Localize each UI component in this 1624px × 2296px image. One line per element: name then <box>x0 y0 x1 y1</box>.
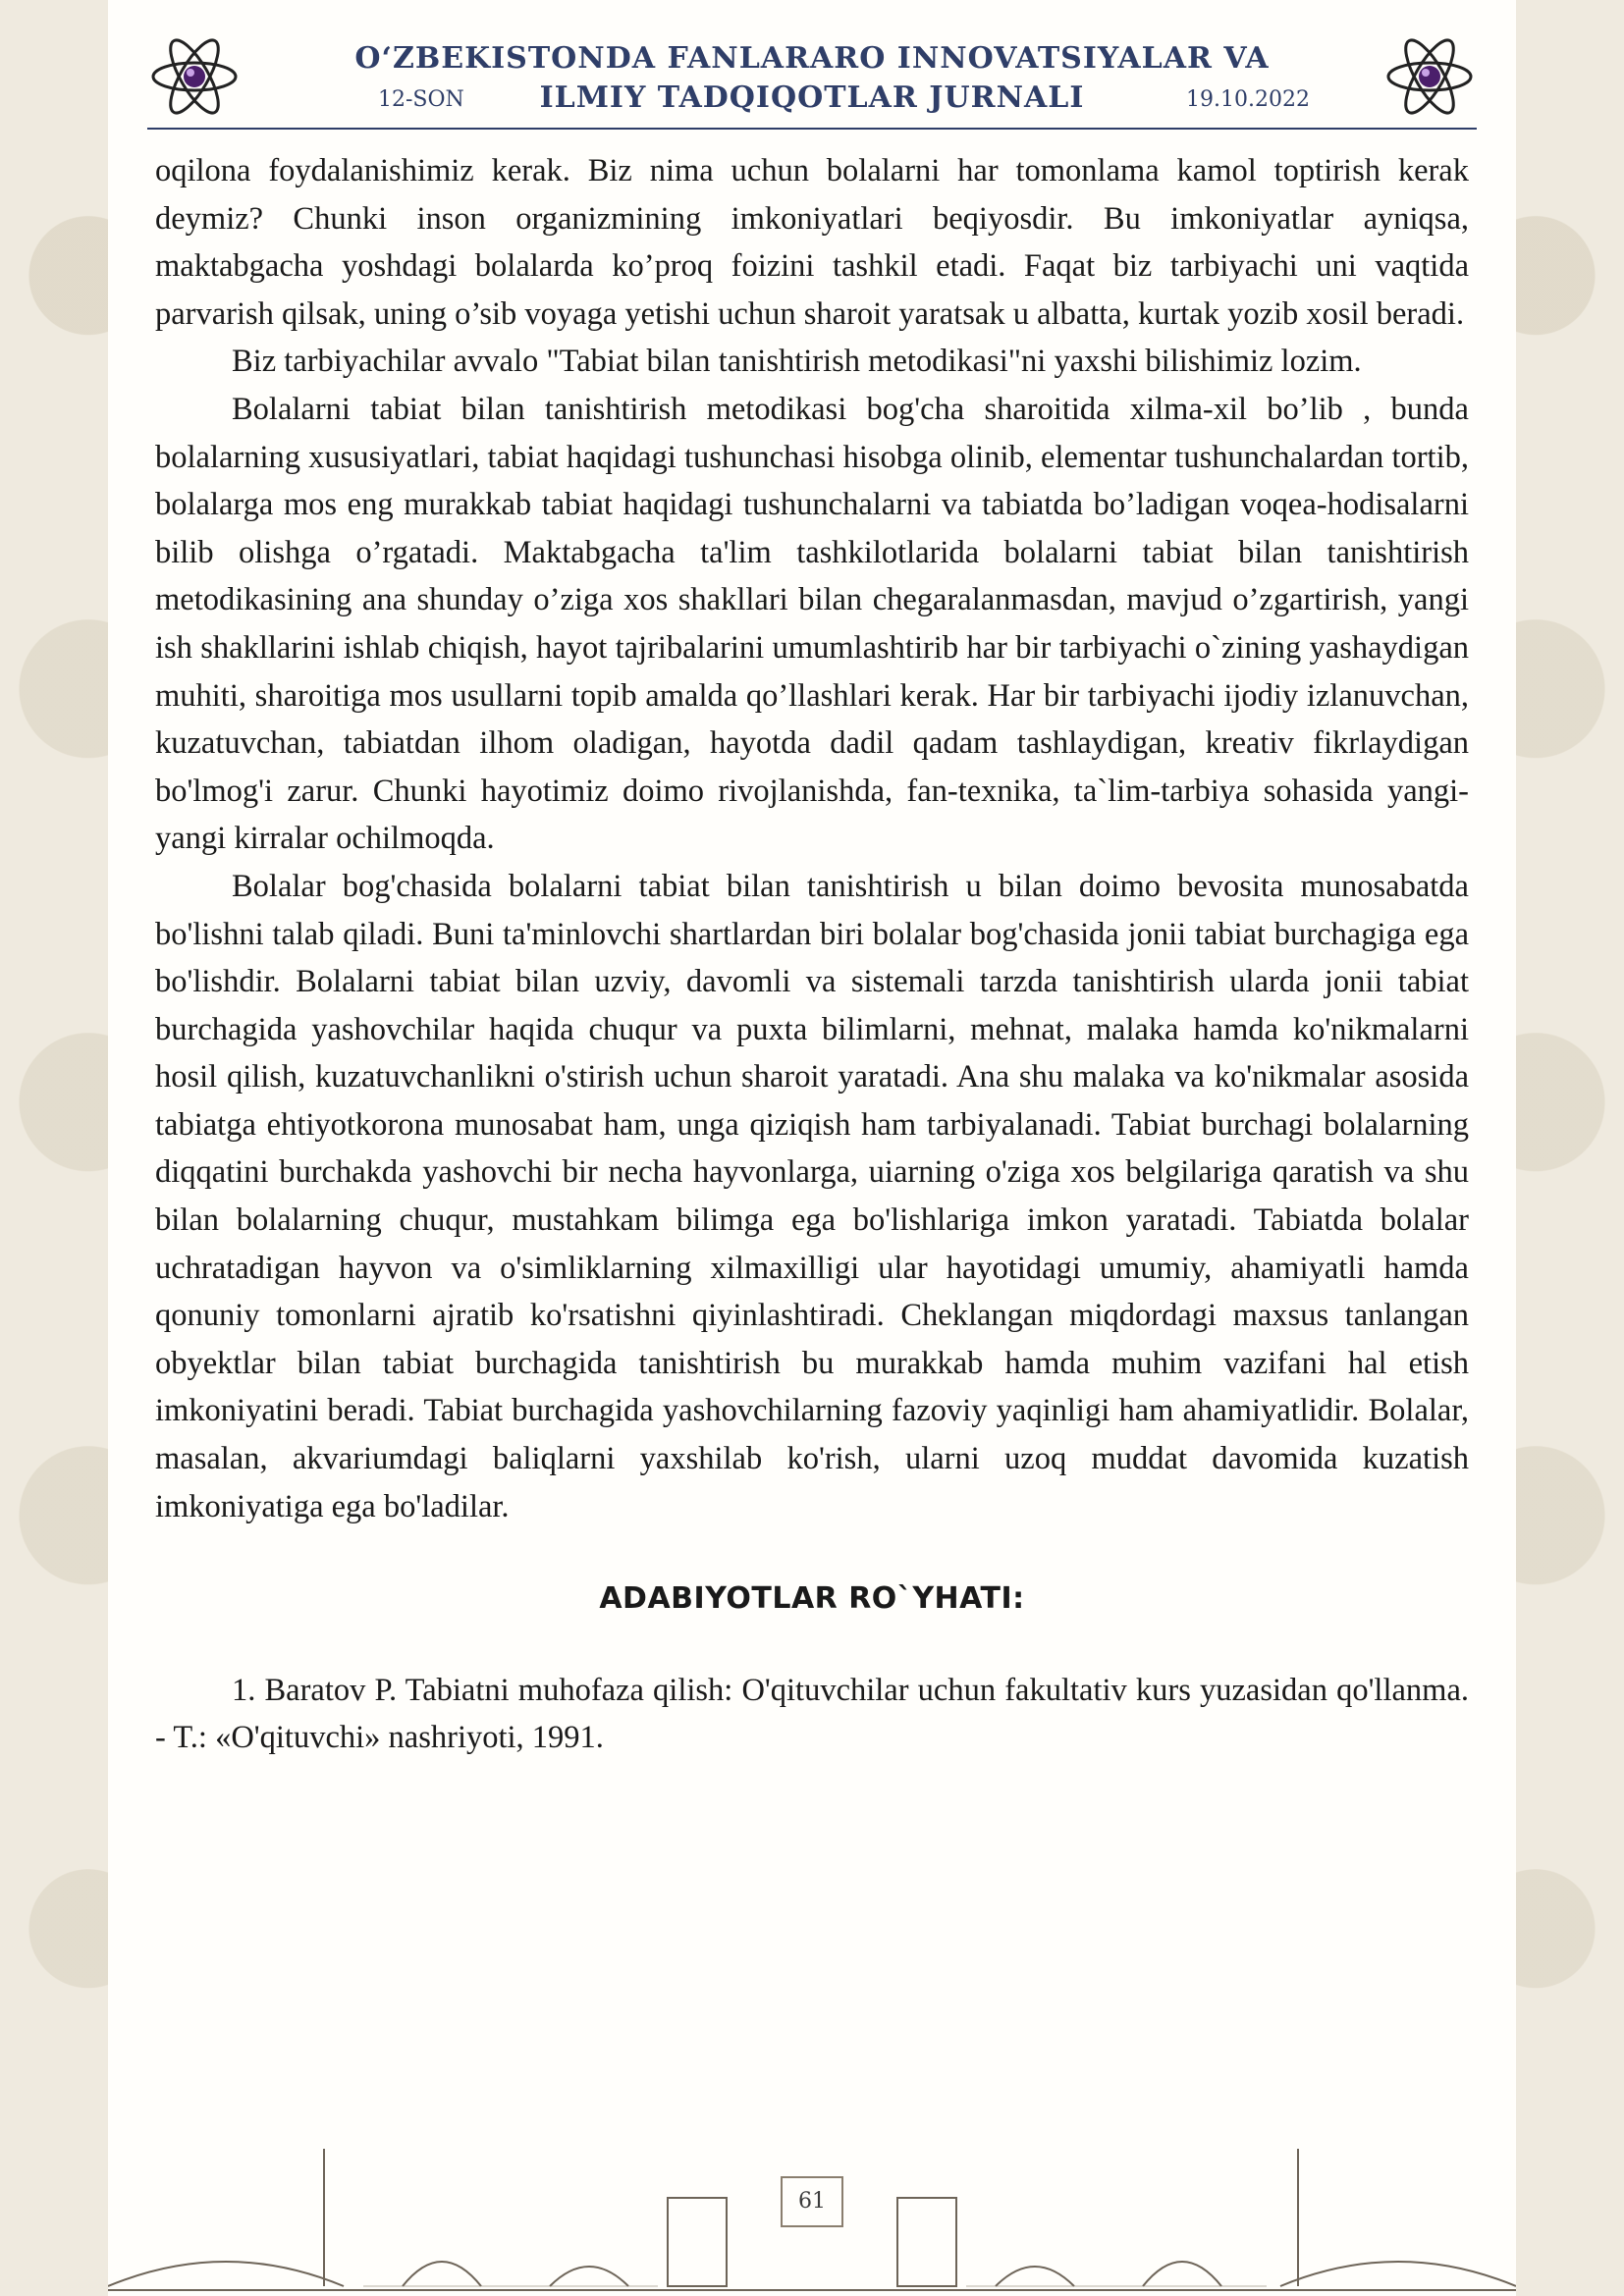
article-body <box>155 147 1469 1762</box>
page-number: 61 <box>781 2176 843 2227</box>
journal-title-line1: O‘ZBEKISTONDA FANLARARO INNOVATSIYALAR VA <box>354 41 1270 76</box>
page-footer <box>108 2090 1516 2296</box>
journal-title-line2: ILMIY TADQIQOTLAR JURNALI <box>539 80 1085 115</box>
reference-item: 1. Baratov P. Tabiatni muhofaza qilish: O'qituvchilar uchun fakultativ kurs yuzasidan qo'llanma. - T.: «O'qituvchi» nashriyoti, 1991. <box>155 1672 1469 1756</box>
issue-number: 12-SON <box>378 87 464 112</box>
paragraph: oqilona foydalanishimiz kerak. Biz nima uchun bolalarni har tomonlama kamol toptirish kerak deymiz? Chunki inson organizmining imkoniyatlari beqiyosdir. Bu imkoniyatlar ayniqsa, maktabgacha yoshdagi bolalarda ko’proq foizini tashkil etadi. Faqat biz tarbiyachi uni vaqtida parvarish qilsak, uning o’sib voyaga yetishi uchun sharoit yaratsak u albatta, kurtak yozib xosil beradi. <box>155 153 1469 332</box>
journal-header <box>147 29 1477 130</box>
references-title: ADABIYOTLAR RO`YHATI: <box>599 1581 1025 1617</box>
paragraph: Biz tarbiyachilar avvalo "Tabiat bilan tanishtirish metodikasi"ni yaxshi bilishimiz lozim. <box>232 344 1362 380</box>
paragraph: Bolalarni tabiat bilan tanishtirish metodikasi bog'cha sharoitida xilma-xil bo’lib , bunda bolalarning xususiyatlari, tabiat haqidagi tushunchasi hisobga olinib, elementar tushunchalardan tortib, bolalarga mos eng murakkab tabiat haqidagi tushunchalarni va tabiatda bo’ladigan voqea-hodisalarni bilib olishga o’rgatadi. Maktabgacha ta'lim tashkilotlarida bolalarni tabiat bilan tanishtirish metodikasining ana shunday o’ziga xos shakllari bilan chegaralanmasdan, mavjud o’zgartirish, yangi ish shakllarini ishlab chiqish, hayot tajribalarini umumlashtirib har bir tarbiyachi o`zining yashaydigan muhiti, sharoitiga mos usullarni topib amalda qo’llashlari kerak. Har bir tarbiyachi ijodiy izlanuvchan, kuzatuvchan, tabiatdan ilhom oladigan, hayotda dadil qadam tashlaydigan, kreativ fikrlaydigan bo'lmog'i zarur. Chunki hayotimiz doimo rivojlanishda, fan-texnika, ta`lim-tarbiya sohasida yangi-yangi kirralar ochilmoqda. <box>155 391 1469 857</box>
issue-date: 19.10.2022 <box>1186 87 1310 112</box>
atom-icon <box>1382 29 1477 124</box>
paragraph: Bolalar bog'chasida bolalarni tabiat bilan tanishtirish u bilan doimo bevosita munosabatda bo'lishni talab qiladi. Buni ta'minlovchi shartlardan biri bolalar bog'chasida jonii tabiat burchagiga ega bo'lishdir. Bolalarni tabiat bilan uzviy, davomli va sistemali tarzda tanishtirish ularda jonii tabiat burchagida yashovchilar haqida chuqur va puxta bilimlarni, mehnat, malaka hamda ko'nikmalarni hosil qilish, kuzatuvchanlikni o'stirish uchun sharoit yaratadi. Ana shu malaka va ko'nikmalar asosida tabiatga ehtiyotkorona munosabat ham, unga qiziqish ham tarbiyalanadi. Tabiat burchagi bolalarning diqqatini burchakda yashovchi bir necha hayvonlarga, uiarning o'ziga xos belgilariga qaratish va shu bilan bolalarning chuqur, mustahkam bilimga ega bo'lishlariga imkon yaratadi. Tabiatda bolalar uchratadigan hayvon va o'simliklarning xilmaxilligi ular hayotidagi umumiy, ahamiyatli hamda qonuniy tomonlarni ajratib ko'rsatishni qiyinlashtiradi. Cheklangan miqdordagi maxsus tanlangan obyektlar bilan tabiat burchagida tanishtirish bu murakkab hamda muhim vazifani hal etish imkoniyatini beradi. Tabiat burchagida yashovchilarning fazoviy yaqinligi ham ahamiyatlidir. Bolalar, masalan, akvariumdagi baliqlarni yaxshilab ko'rish, ularni uzoq muddat davomida kuzatish imkoniyatiga ega bo'ladilar. <box>155 868 1469 1524</box>
